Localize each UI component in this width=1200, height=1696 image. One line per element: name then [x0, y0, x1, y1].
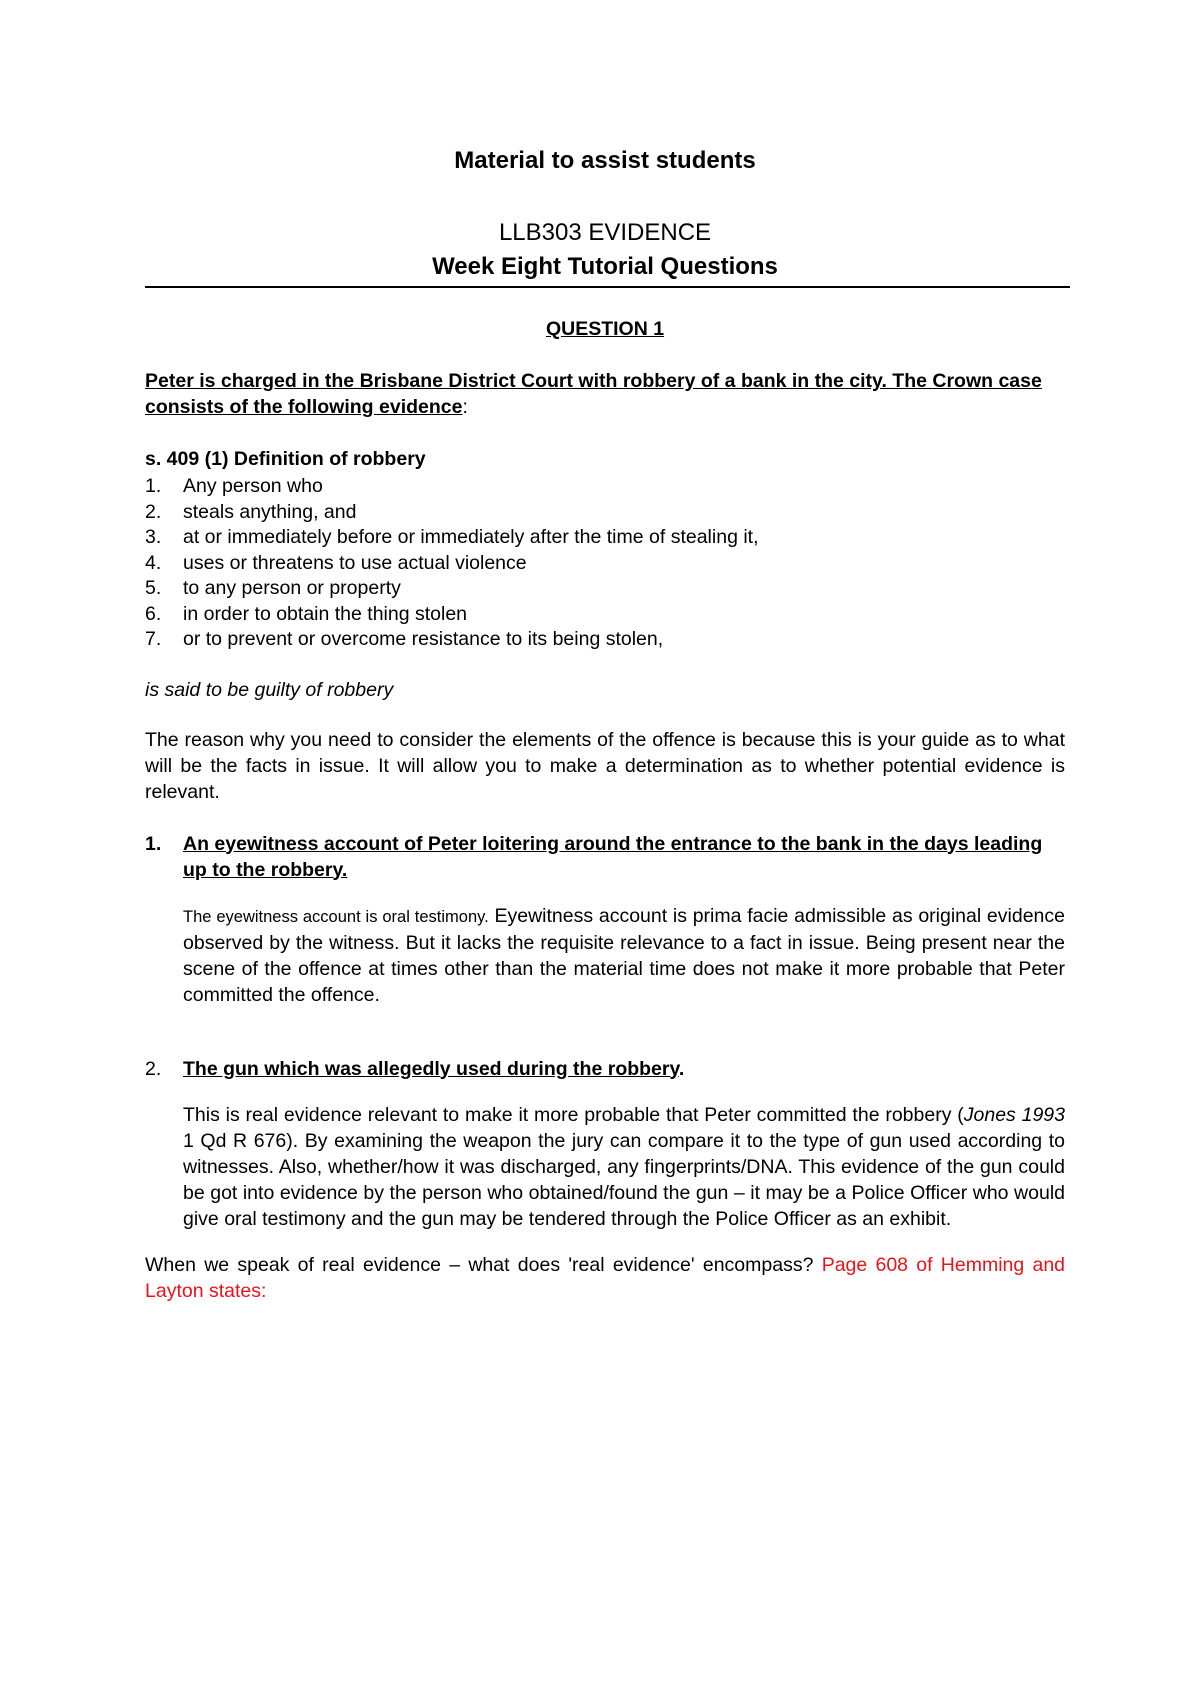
evidence-item-1 — [145, 831, 1065, 1008]
evidence-item-lead: The eyewitness account is oral testimony. — [183, 907, 489, 926]
evidence-item-text: Eyewitness account is prima facie admissible as original evidence observed by the witness. But it lacks the requisite relevance to a fact in issue. Being present near the scene of the offence at times other than the material time does not make it more probable that Peter committed the offence. — [183, 904, 1065, 1006]
list-item — [145, 627, 1065, 653]
evidence-item-2 — [145, 1056, 1065, 1232]
list-item — [145, 602, 1065, 628]
list-item-number: 3. — [145, 526, 162, 548]
evidence-item-text-after-case: 1 Qd R 676). By examining the weapon the jury can compare it to the type of gun used according to witnesses. Also, whether/how it was discharged, any fingerprints/DNA. This evidence of the gun could be got into evidence by the person who obtained/found the gun – it may be a Police Officer who would give oral testimony and the gun may be tendered through the Police Officer as an exhibit. — [183, 1129, 1065, 1230]
question-intro-colon: : — [462, 396, 468, 418]
evidence-item-body — [183, 1056, 1065, 1232]
list-item — [145, 500, 1065, 526]
list-item-number: 4. — [145, 551, 162, 574]
evidence-item-number: 1. — [145, 832, 162, 855]
definition-heading: s. 409 (1) Definition of robbery — [145, 448, 426, 470]
title-divider — [145, 286, 1070, 288]
textbook-reference: Page 608 of Hemming and Layton states: — [145, 1253, 1066, 1302]
list-item-number: 2. — [145, 500, 162, 523]
evidence-item-heading: An eyewitness account of Peter loitering around the entrance to the bank in the days leading up to the robbery. — [183, 832, 1043, 881]
evidence-item-heading-trail: . — [678, 1057, 685, 1080]
evidence-item-body — [183, 831, 1065, 1008]
definition-conclusion: is said to be guilty of robbery — [145, 678, 394, 701]
case-citation-name: Jones 1993 — [963, 1103, 1065, 1126]
list-item-text: in order to obtain the thing stolen — [183, 602, 468, 625]
list-item-number: 5. — [145, 577, 162, 599]
list-item-text: or to prevent or overcome resistance to its being stolen, — [183, 628, 664, 650]
closing-paragraph — [145, 1252, 1065, 1304]
list-item-text: to any person or property — [183, 577, 401, 599]
evidence-item-analysis — [183, 903, 1065, 1008]
list-item — [145, 525, 1065, 551]
question-intro-text: Peter is charged in the Brisbane District Court with robbery of a bank in the city. The Crown case consists of the following evidence — [145, 370, 1042, 418]
evidence-item-heading-line — [183, 1056, 1065, 1082]
evidence-item-heading: The gun which was allegedly used during the robbery — [183, 1057, 679, 1080]
list-item-number: 7. — [145, 628, 162, 650]
document-title: Material to assist students — [454, 147, 756, 174]
explanation-paragraph: The reason why you need to consider the elements of the offence is because this is your guide as to what will be the facts in issue. It will allow you to make a determination as to whether potential evidence is relevant. — [145, 728, 1065, 803]
list-item-number: 6. — [145, 602, 162, 625]
list-item-text: uses or threatens to use actual violence — [183, 551, 527, 574]
list-item — [145, 551, 1065, 577]
list-item-text: steals anything, and — [183, 500, 357, 523]
list-item-text: Any person who — [183, 475, 323, 497]
course-title: LLB303 EVIDENCE — [498, 219, 712, 246]
evidence-item-number: 2. — [145, 1057, 162, 1080]
document-content — [145, 146, 1065, 1304]
week-title: Week Eight Tutorial Questions — [432, 253, 778, 280]
evidence-item-text-before-case: This is real evidence relevant to make it more probable that Peter committed the robbery ( — [183, 1103, 964, 1126]
list-item — [145, 474, 1065, 500]
list-item-text: at or immediately before or immediately after the time of stealing it, — [183, 526, 759, 548]
list-item — [145, 576, 1065, 602]
question-intro — [145, 368, 1065, 420]
closing-question: When we speak of real evidence – what does 'real evidence' encompass? — [145, 1253, 822, 1276]
definition-elements-list — [145, 474, 1065, 653]
question-heading: QUESTION 1 — [545, 318, 665, 340]
list-item-number: 1. — [145, 475, 162, 497]
evidence-item-analysis — [183, 1102, 1065, 1232]
